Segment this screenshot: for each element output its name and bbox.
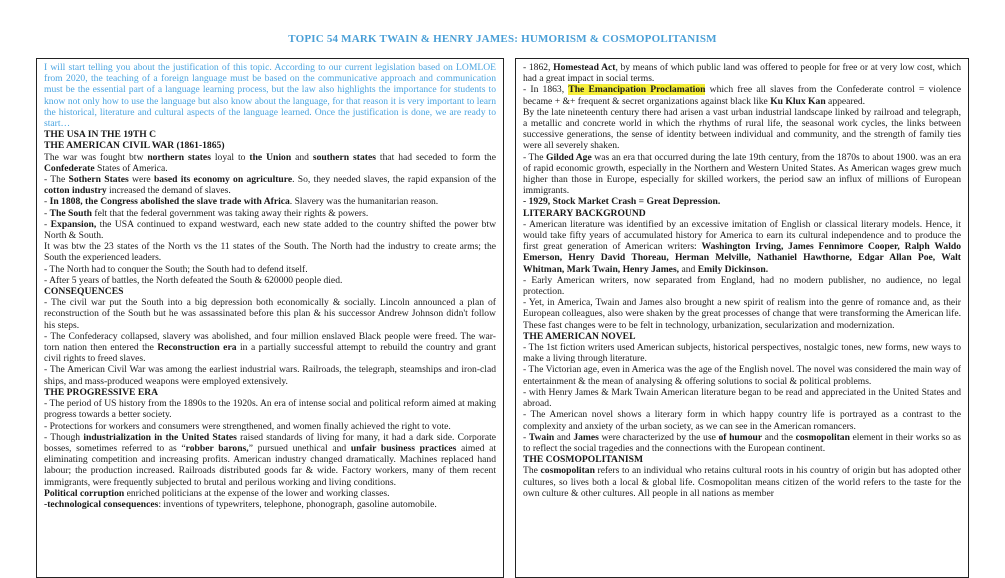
twain-james-para: - Twain and James were characterized by the use of humour and the cosmopolitan element in their works so as to reflect the social tragedies and the connections with the European continent.: [523, 431, 962, 454]
novel-para-3: - with Henry James & Mark Twain American literature began to be read and appreciated in the United States and abroad.: [523, 386, 961, 410]
civil-war-para-1: The war was fought btw northern states loyal to the Union and southern states that had seceded to form the Confederate States of America.: [44, 151, 496, 174]
literary-para-1: - American literature was identified by an excessive imitation of English or classical literary models. Hence, it would take fifty years of accumulated history for America to earn its cultural independence and to produce the first great generation of American writers: Washington Irving, James Fennimore Cooper, Ralph Waldo Emerson, Henry David Thoreau, Herman Melville, Nathaniel Hawthorne, Edgar Allan Poe, Walt Whitman, Mark Twain, Henry James, and Emily Dickinson.: [523, 218, 961, 275]
civil-war-para-7: - The North had to conquer the South; the South had to defend itself.: [44, 263, 308, 275]
civil-war-para-6: It was btw the 23 states of the North vs the 11 states of the South. The North had the industry to create arms; the South the experienced leaders.: [44, 241, 496, 264]
novel-para-1: - The 1st fiction writers used American subjects, historical perspectives, nostalgic tones, new forms, new ways to make a living through literature.: [523, 342, 961, 365]
justification-intro: I will start telling you about the justification of this topic. According to our current legislation based on LOMLOE from 2020, the teaching of a foreign language must be based on the communicative approach and communication must be the essential part of a language learning process, but the law also highlights the importance for students to know not only how to use the language but also know about the language, for that reason it is very important to learn the historical, literature and cultural aspects of the language learned. Once the justification is done, we are ready to start…: [44, 62, 496, 130]
consequences-para-2: - The Confederacy collapsed, slavery was abolished, and four million enslaved Black people were freed. The war-torn nation then entered the Reconstruction era in a partially successful attempt to rebuild the country and grant civil rights to freed slaves.: [44, 330, 496, 365]
heading-usa-19th: THE USA IN THE 19TH C: [44, 129, 157, 141]
emancipation-para: - In 1863, The Emancipation Proclamation which free all slaves from the Confederate control = violence became + &+ frequent & secret organizations against black like Ku Klux Kan appeared.: [523, 84, 961, 107]
cosmopolitan-para: The cosmopolitan refers to an individual who retains cultural roots in his country of origin but has adopted other cultures, so lives both a local & global life. Cosmopolitan means citizen of the world refers to the taste for the own culture & other cultures. All people in all nations as member: [523, 465, 961, 499]
civil-war-para-3: - In 1808, the Congress abolished the slave trade with Africa. Slavery was the humanitarian reason.: [44, 196, 439, 208]
industrialization-para: - Though industrialization in the United States raised standards of living for many, it had a dark side. Corporate bosses, sometimes referred to as “robber barons,” pursued unethical and unfair business practices aimed at eliminating competition and increasing profits. American industry changed dramatically. Machines replaced hand labour; the production increased. Railroads distributed goods far & wide. Factory workers, many of them recent immigrants, were frequently subjected to brutal and perilous working and living conditions.: [44, 431, 497, 488]
right-column: [515, 58, 969, 578]
consequences-para-1: - The civil war put the South into a big depression both economically & socially. Lincoln announced a plan of reconstruction of the South but he was assassinated before this plan & his successor Andrew Johnson didn't follow his steps.: [44, 297, 496, 331]
heading-civil-war: THE AMERICAN CIVIL WAR (1861-1865): [44, 140, 225, 152]
progressive-para-2: - Protections for workers and consumers were strengthened, and women finally achieved the right to vote.: [44, 420, 451, 432]
novel-para-2: - The Victorian age, even in America was the age of the English novel. The novel was considered the main way of entertainment & the mean of analysing & offering solutions to social & political problems.: [523, 364, 961, 387]
crash-para: - 1929, Stock Market Crash = Great Depression.: [523, 196, 721, 208]
consequences-para-3: - The American Civil War was among the earliest industrial wars. Railroads, the telegraph, steamships and iron-clad ships, and mass-produced weapons were employed extensively.: [44, 364, 496, 387]
technology-para: -technological consequences: inventions of typewriters, telephone, phonograph, gasoline automobile.: [44, 498, 437, 510]
civil-war-para-8: - After 5 years of battles, the North defeated the South & 620000 people died.: [44, 274, 343, 286]
civil-war-para-4: - The South felt that the federal government was taking away their rights & powers.: [44, 207, 369, 219]
heading-literary-background: LITERARY BACKGROUND: [523, 207, 646, 219]
progressive-para-1: - The period of US history from the 1890s to the 1920s. An era of intense social and political reform aimed at making progress towards a better society.: [44, 398, 496, 421]
heading-american-novel: THE AMERICAN NOVEL: [523, 330, 636, 342]
civil-war-para-2: - The Sothern States were based its economy on agriculture. So, they needed slaves, the rapid expansion of the cotton industry increased the demand of slaves.: [44, 174, 497, 197]
homestead-para: - 1862, Homestead Act, by means of which public land was offered to people for free or at very low cost, which had a great impact in social terms.: [523, 62, 962, 85]
gilded-age-para: - The Gilded Age was an era that occurred during the late 19th century, from the 1870s to about 1900. was an era of rapid economic growth, especially in the Northern and Western United States. As American wages grew much higher than those in Europe, especially for skilled workers, the period saw an influx of millions of European immigrants.: [523, 151, 962, 197]
corruption-para: Political corruption enriched politicians at the expense of the lower and working classes.: [44, 487, 390, 499]
heading-consequences: CONSEQUENCES: [44, 286, 124, 298]
left-column: [36, 58, 504, 578]
literary-para-2: - Early American writers, now separated from England, had no modern publisher, no audience, no legal protection.: [523, 274, 961, 298]
heading-cosmopolitanism: THE COSMOPOLITANISM: [523, 454, 644, 466]
civil-war-para-5: - Expansion, the USA continued to expand westward, each new state added to the country shifted the power btw North & South.: [44, 218, 497, 242]
heading-progressive-era: THE PROGRESSIVE ERA: [44, 386, 159, 398]
novel-para-4: - The American novel shows a literary form in which happy country life is portrayed as a contrast to the complexity and anxiety of the urban society, as we can see in the American romancers.: [523, 409, 961, 432]
emancipation-highlight: The Emancipation Proclamation: [568, 84, 706, 96]
page-title: TOPIC 54 MARK TWAIN & HENRY JAMES: HUMORISM & COSMOPOLITANISM: [288, 33, 717, 45]
literary-para-3: - Yet, in America, Twain and James also brought a new spirit of realism into the genre of romance and, as their European colleagues, also were shaken by the great processes of change that were transforming the American life. These fast changes were to be felt in technology, urbanization, secularization and modernization.: [523, 297, 961, 331]
urban-para: By the late nineteenth century there had arisen a vast urban industrial landscape linked by railroad and telegraph, a metallic and concrete world in which the rhythms of rural life, the seasonal work cycles, the links between successive generations, the sense of identity between individual and community, and the strength of family ties were all severely shaken.: [523, 106, 961, 152]
